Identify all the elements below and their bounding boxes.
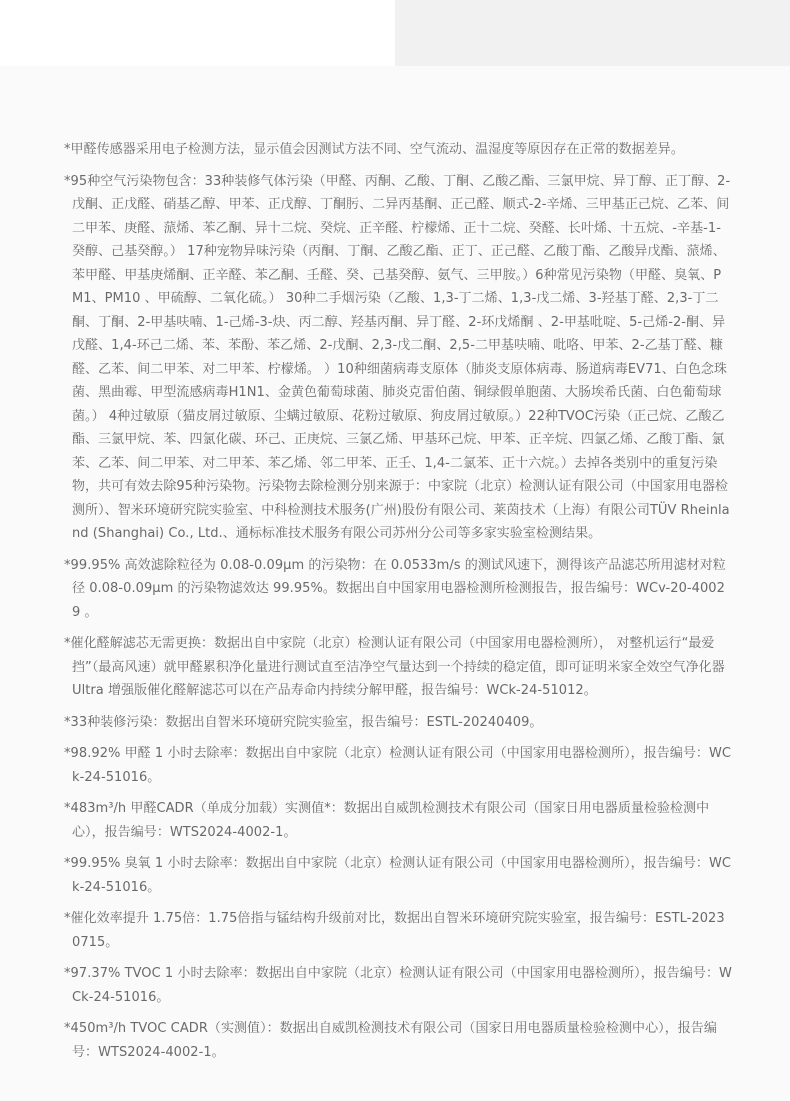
note-tvoc-removal-rate: *97.37% TVOC 1 小时去除率：数据出自中家院（北京）检测认证有限公司（中国家用电器检测所），报告编号：WCk-24-51016。 (64, 966, 732, 1005)
note-formaldehyde-removal-rate: *98.92% 甲醛 1 小时去除率：数据出自中家院（北京）检测认证有限公司（中国家用电器检测所），报告编号：WCk-24-51016。 (64, 746, 732, 785)
note-catalytic-filter: *催化醛解滤芯无需更换：数据出自中家院（北京）检测认证有限公司（中国家用电器检测所）， 对整机运行“最爱挡”（最高风速）就甲醛累积净化量进行测试直至洁净空气量达到一个持续的稳定值，即可证明米家全效空气净化器 Ultra 增强版催化醛解滤芯可以在产品寿命内持续分解甲醛，报告编号：WCk-24-51012。 (64, 636, 725, 698)
top-band-gray-panel (395, 0, 790, 66)
note-formaldehyde-cadr: *483m³/h 甲醛CADR（单成分加载）实测值*：数据出自威凯检测技术有限公司（国家日用电器质量检验检测中心），报告编号：WTS2024-4002-1。 (64, 801, 710, 840)
note-ozone-removal-rate: *99.95% 臭氧 1 小时去除率：数据出自中家院（北京）检测认证有限公司（中国家用电器检测所），报告编号：WCk-24-51016。 (64, 856, 732, 895)
footnotes (64, 138, 732, 1072)
note-catalytic-efficiency: *催化效率提升 1.75倍：1.75倍指与锰结构升级前对比，数据出自智米环境研究院实验室，报告编号：ESTL-20230715。 (64, 911, 725, 950)
note-filtration-efficiency: *99.95% 高效滤除粒径为 0.08-0.09μm 的污染物：在 0.0533m/s 的测试风速下，测得该产品滤芯所用滤材对粒径 0.08-0.09μm 的污染物滤效达 99.95%。数据出自中国家用电器检测所检测报告，报告编号：WCv-20-40029 。 (64, 557, 726, 620)
note-formaldehyde-sensor: *甲醛传感器采用电子检测方法，显示值会因测试方法不同、空气流动、温湿度等原因存在正常的数据差异。 (64, 142, 684, 157)
note-33-renovation-pollutants: *33种装修污染：数据出自智米环境研究院实验室，报告编号：ESTL-20240409。 (64, 714, 543, 730)
note-tvoc-cadr: *450m³/h TVOC CADR（实测值）：数据出自威凯检测技术有限公司（国家日用电器质量检验检测中心），报告编号：WTS2024-4002-1。 (64, 1021, 717, 1060)
note-95-pollutants: *95种空气污染物包含：33种装修气体污染（甲醛、丙酮、乙酸、丁酮、乙酸乙酯、三氯甲烷、异丁醇、正丁醇、2-戊酮、正戊醛、硝基乙醇、甲苯、正戊醇、丁酮肟、二异丙基酮、正己醛、顺式-2-辛烯、三甲基正己烷、乙苯、间二甲苯、庚醛、蒎烯、苯乙酮、异十二烷、癸烷、正辛醛、柠檬烯、正十二烷、癸醛、长叶烯、十五烷、-辛基-1-癸醇、己基癸醇。） 17种宠物异味污染（丙酮、丁酮、乙酸乙酯、正丁、正己醛、乙酸丁酯、乙酸异戊酯、蒎烯、苯甲醛、甲基庚烯酮、正辛醛、苯乙酮、壬醛、癸、己基癸醇、氨气、三甲胺。）6种常见污染物（甲醛、臭氧、PM1、PM10 、甲硫醇、二氧化硫。） 30种二手烟污染（乙酸、1,3-丁二烯、1,3-戊二烯、3-羟基丁醛、2,3-丁二酮、丁酮、2-甲基呋喃、1-己烯-3-炔、丙二醇、羟基丙酮、异丁醛、2-环戊烯酮 、2-甲基吡啶、5-己烯-2-酮、异戊醛、1,4-环己二烯、苯、苯酚、苯乙烯、2-戊酮、2,3-戊二酮、2,5-二甲基呋喃、吡咯、甲苯、2-乙基丁醛、糠醛、乙苯、间二甲苯、对二甲苯、柠檬烯。 ）10种细菌病毒支原体（肺炎支原体病毒、肠道病毒EV71、白色念珠菌、黑曲霉、甲型流感病毒H1N1、金黄色葡萄球菌、肺炎克雷伯菌、铜绿假单胞菌、大肠埃希氏菌、白色葡萄球菌。） 4种过敏原（猫皮屑过敏原、尘螨过敏原、花粉过敏原、狗皮屑过敏原。）22种TVOC污染（正己烷、乙酸乙酯、三氯甲烷、苯、四氯化碳、环己、正庚烷、三氯乙烯、甲基环己烷、甲苯、正辛烷、四氯乙烯、乙酸丁酯、氯苯、乙苯、间二甲苯、对二甲苯、苯乙烯、邻二甲苯、正壬、1,4-二氯苯、正十六烷。）去掉各类别中的重复污染物，共可有效去除95种污染物。污染物去除检测分别来源于：中家院（北京）检测认证有限公司（中国家用电器检测所）、智米环境研究院实验室、中科检测技术服务(广州)股份有限公司、莱茵技术（上海）有限公司TÜV Rheinland (Shanghai) Co., Ltd.、通标标准技术服务有限公司苏州分公司等多家实验室检测结果。 (64, 173, 731, 541)
